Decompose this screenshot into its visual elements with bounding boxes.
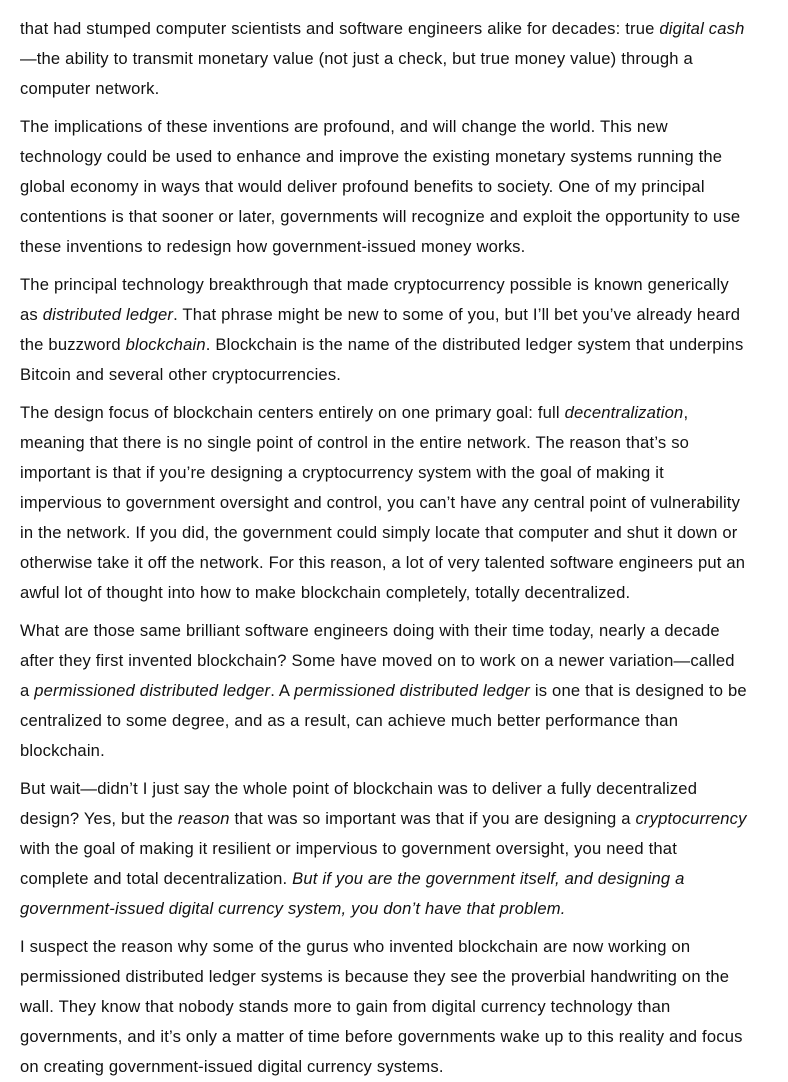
- body-text-run: The implications of these inventions are profound, and will change the world. This new technology could be used to enhance and improve the existing monetary systems running the global economy in ways that would deliver profound benefits to society. One of my principal contentions is that sooner or later, governments will recognize and exploit the opportunity to use these inventions to redesign how government-issued money works.: [20, 117, 741, 256]
- body-text-run: I suspect the reason why some of the gurus who invented blockchain are now working on permissioned distributed ledger systems is because they see the proverbial handwriting on the wall. They know that nobody stands more to gain from digital currency technology than governments, and it’s only a matter of time before governments wake up to this reality and focus on creating government-issued digital currency systems.: [20, 937, 743, 1076]
- paragraph: [20, 616, 748, 766]
- emphasis-text: blockchain: [125, 335, 206, 354]
- body-text-run: What are those same brilliant software engineers doing with their time today, nearly a decade after they first invented blockchain? Some have moved on to work on a newer variation—called a: [20, 621, 735, 700]
- body-text-run: is one that is designed to be centralized to some degree, and as a result, can achieve much better performance than blockchain.: [20, 681, 747, 760]
- body-text-run: with the goal of making it resilient or impervious to government oversight, you need that complete and total decentralization.: [20, 839, 677, 888]
- body-text-run: But wait—didn’t I just say the whole point of blockchain was to deliver a fully decentralized design? Yes, but the: [20, 779, 698, 828]
- body-text-run: . That phrase might be new to some of you, but I’ll bet you’ve already heard the buzzword: [20, 305, 741, 354]
- body-text-run: that had stumped computer scientists and software engineers alike for decades: true: [20, 19, 660, 38]
- paragraph: [20, 398, 748, 608]
- paragraph: [20, 932, 748, 1082]
- emphasis-text: permissioned distributed ledger: [34, 681, 271, 700]
- body-text-run: . A: [270, 681, 295, 700]
- emphasis-text: But if you are the government itself, and designing a government-issued digital currency system, you don’t have that problem.: [20, 869, 685, 918]
- emphasis-text: distributed ledger: [42, 305, 174, 324]
- emphasis-text: permissioned distributed ledger: [294, 681, 531, 700]
- paragraph: [20, 774, 748, 924]
- body-text-run: The design focus of blockchain centers entirely on one primary goal: full: [20, 403, 565, 422]
- paragraph: [20, 112, 748, 262]
- body-text-run: —the ability to transmit monetary value (not just a check, but true money value) through a computer network.: [20, 49, 693, 98]
- paragraph: [20, 14, 748, 104]
- paragraph: [20, 270, 748, 390]
- emphasis-text: decentralization: [564, 403, 684, 422]
- body-text-run: , meaning that there is no single point of control in the entire network. The reason that’s so important is that if you’re designing a cryptocurrency system with the goal of making it impervious to government oversight and control, you can’t have any central point of vulnerability in the network. If you did, the government could simply locate that computer and shut it down or otherwise take it off the network. For this reason, a lot of very talented software engineers put an awful lot of thought into how to make blockchain completely, totally decentralized.: [20, 403, 746, 602]
- body-text-run: . Blockchain is the name of the distributed ledger system that underpins Bitcoin and several other cryptocurrencies.: [20, 335, 744, 384]
- emphasis-text: digital cash: [659, 19, 745, 38]
- body-text-run: The principal technology breakthrough that made cryptocurrency possible is known generically as: [20, 275, 729, 324]
- emphasis-text: cryptocurrency: [635, 809, 747, 828]
- emphasis-text: reason: [177, 809, 230, 828]
- body-text-column: [20, 14, 748, 1082]
- body-text-run: that was so important was that if you are designing a: [229, 809, 636, 828]
